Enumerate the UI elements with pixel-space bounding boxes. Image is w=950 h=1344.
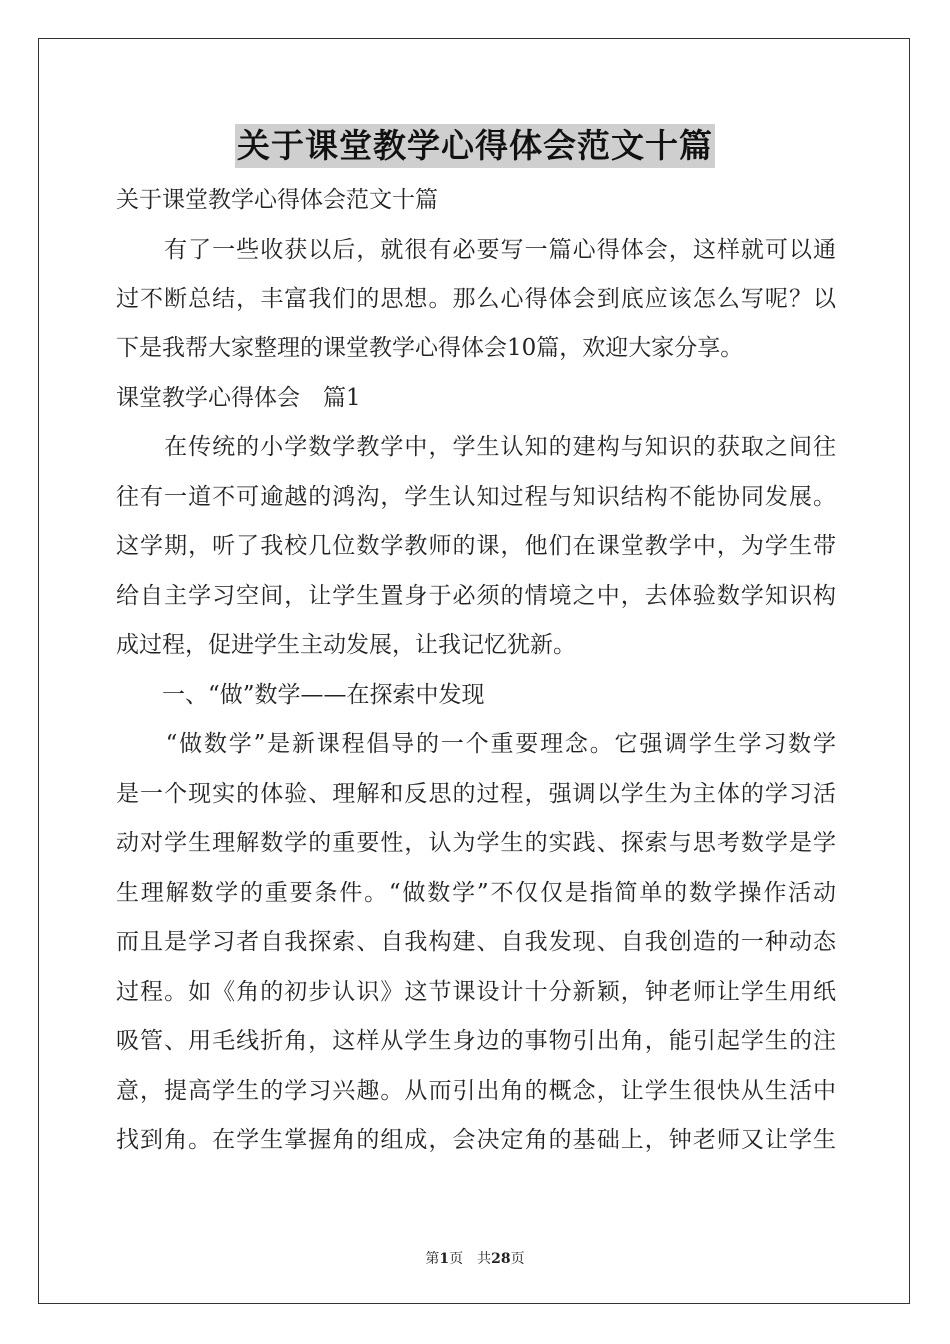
page-border xyxy=(38,38,910,1304)
body-line: 生理解数学的重要条件。“做数学”不仅仅是指简单的数学操作活动 xyxy=(116,880,836,906)
footer-suffix: 页 xyxy=(510,1251,525,1267)
body-line: 给自主学习空间，让学生置身于必须的情境之中，去体验数学知识构 xyxy=(116,583,836,609)
body-line: 这学期，听了我校几位数学教师的课，他们在课堂教学中，为学生带 xyxy=(116,533,836,559)
footer-mid: 页 共 xyxy=(449,1251,492,1267)
total-pages-number: 28 xyxy=(491,1251,511,1267)
section-heading: 课堂教学心得体会 篇1 xyxy=(116,385,361,411)
subtitle-line: 关于课堂教学心得体会范文十篇 xyxy=(116,187,438,213)
body-line: 下是我帮大家整理的课堂教学心得体会10篇，欢迎大家分享。 xyxy=(116,335,744,361)
title-container xyxy=(0,124,950,168)
body-line: 动对学生理解数学的重要性，认为学生的实践、探索与思考数学是学 xyxy=(116,830,836,856)
body-line: 意，提高学生的学习兴趣。从而引出角的概念，让学生很快从生活中 xyxy=(116,1078,836,1104)
body-line: 找到角。在学生掌握角的组成，会决定角的基础上，钟老师又让学生 xyxy=(116,1127,836,1153)
footer-prefix: 第 xyxy=(425,1251,440,1267)
body-line: 在传统的小学数学教学中，学生认知的建构与知识的获取之间往 xyxy=(116,434,836,460)
body-line: 成过程，促进学生主动发展，让我记忆犹新。 xyxy=(116,632,576,658)
page-footer xyxy=(0,1248,950,1268)
body-line: 过不断总结，丰富我们的思想。那么心得体会到底应该怎么写呢？以 xyxy=(116,286,836,312)
body-line: 往有一道不可逾越的鸿沟，学生认知过程与知识结构不能协同发展。 xyxy=(116,484,836,510)
current-page-number: 1 xyxy=(439,1251,450,1267)
body-line: “做数学”是新课程倡导的一个重要理念。它强调学生学习数学 xyxy=(116,731,836,757)
document-title: 关于课堂教学心得体会范文十篇 xyxy=(235,124,715,168)
body-line: 有了一些收获以后，就很有必要写一篇心得体会，这样就可以通 xyxy=(116,237,836,263)
body-line: 而且是学习者自我探索、自我构建、自我发现、自我创造的一种动态 xyxy=(116,929,836,955)
body-line: 是一个现实的体验、理解和反思的过程，强调以学生为主体的学习活 xyxy=(116,781,836,807)
body-line: 过程。如《角的初步认识》这节课设计十分新颖，钟老师让学生用纸 xyxy=(116,979,836,1005)
subsection-heading: 一、“做”数学——在探索中发现 xyxy=(116,682,485,708)
body-line: 吸管、用毛线折角，这样从学生身边的事物引出角，能引起学生的注 xyxy=(116,1028,836,1054)
